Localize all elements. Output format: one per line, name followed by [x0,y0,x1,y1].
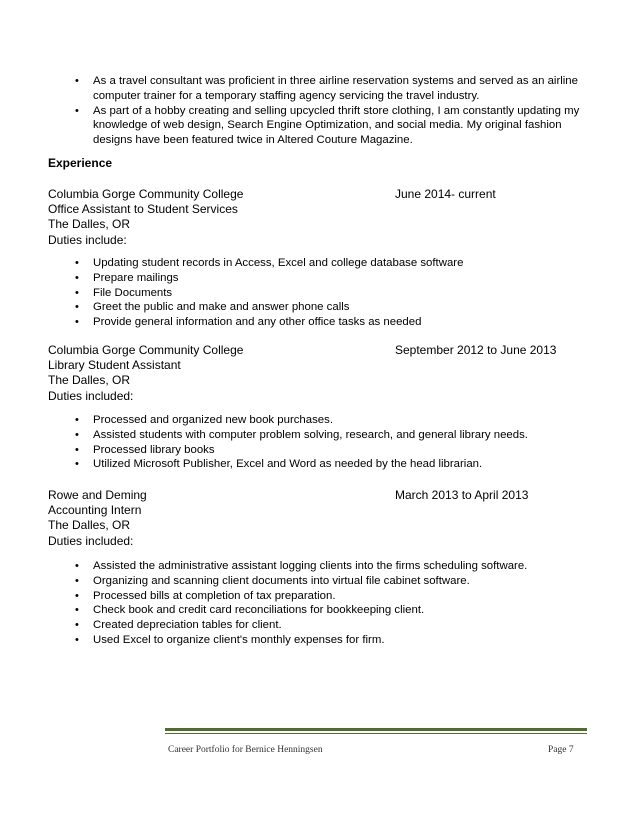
bullet-icon: • [75,443,79,456]
job-location: The Dalles, OR [48,373,131,388]
job-entry [48,488,608,549]
bullet-icon: • [75,633,79,646]
job-location: The Dalles, OR [48,518,131,533]
bullet-icon: • [75,604,79,617]
bullet-icon: • [75,589,79,602]
duty-text: Processed and organized new book purchases. [93,414,333,426]
duty-text: Assisted students with computer problem solving, research, and general library needs. [93,428,528,441]
job-entry [48,187,608,248]
bullet-icon: • [75,257,79,269]
bullet-icon: • [75,574,79,587]
duty-text: Provide general information and any other office tasks as needed [93,316,422,329]
duties-list [75,559,595,648]
duties-list [75,256,595,330]
duty-text: Assisted the administrative assistant logging clients into the firms scheduling software. [93,560,528,572]
job-entry [48,343,608,404]
list-item [75,559,595,574]
bullet-icon: • [75,428,79,441]
bullet-icon: • [75,271,79,284]
list-item [75,633,595,648]
duty-text: Check book and credit card reconciliations for bookkeeping client. [93,604,425,617]
bullet-icon: • [75,560,79,572]
list-item [75,271,595,286]
list-item [75,618,595,633]
employer-name: Columbia Gorge Community College [48,187,244,201]
job-title: Office Assistant to Student Services [48,202,238,217]
footer-rule-thin [165,733,587,734]
bullet-icon: • [75,286,79,299]
bullet-text: As a travel consultant was proficient in three airline reservation systems and served as an airline computer trainer for a temporary staffing agency servicing the travel industry. [93,75,578,102]
duty-text: Processed bills at completion of tax preparation. [93,589,336,602]
list-item [75,300,595,315]
duties-list [75,413,595,472]
job-dates: June 2014- current [395,187,496,201]
duty-text: Used Excel to organize client's monthly expenses for firm. [93,633,385,646]
list-item [75,603,595,618]
list-item [75,286,595,301]
bullet-icon: • [75,619,79,632]
bullet-icon: • [75,75,79,87]
bullet-icon: • [75,316,79,329]
list-item [75,256,595,271]
duty-text: Prepare mailings [93,271,179,284]
bullet-text: As part of a hobby creating and selling upcycled thrift store clothing, I am constantly updating my knowledge of web design, Search Engine Optimization, and social media. My original fashion designs have been featured twice in Altered Couture Magazine. [93,104,580,147]
job-dates: March 2013 to April 2013 [395,488,529,502]
bullet-icon: • [75,104,79,117]
duty-text: Updating student records in Access, Excel and college database software [93,257,464,269]
page-number: Page 7 [548,745,574,755]
list-item [75,413,595,428]
intro-bullet-list [75,74,595,148]
duty-text: Utilized Microsoft Publisher, Excel and Word as needed by the head librarian. [93,458,483,471]
section-heading: Experience [48,156,113,170]
duty-text: File Documents [93,286,173,299]
list-item [75,574,595,589]
footer-rule-thick [165,728,587,731]
list-item [75,457,595,472]
footer-title: Career Portfolio for Bernice Henningsen [168,745,323,755]
employer-name: Rowe and Deming [48,488,147,502]
duty-text: Greet the public and make and answer phone calls [93,301,350,314]
bullet-icon: • [75,458,79,471]
duty-text: Organizing and scanning client documents into virtual file cabinet software. [93,574,470,587]
list-item [75,74,595,104]
job-dates: September 2012 to June 2013 [395,343,557,357]
job-location: The Dalles, OR [48,217,131,232]
list-item [75,589,595,604]
list-item [75,428,595,443]
job-title: Library Student Assistant [48,358,181,373]
duties-label: Duties include: [48,232,127,247]
job-title: Accounting Intern [48,503,142,518]
duty-text: Processed library books [93,443,215,456]
duties-label: Duties included: [48,388,134,403]
employer-name: Columbia Gorge Community College [48,343,244,357]
duties-label: Duties included: [48,533,134,548]
bullet-icon: • [75,301,79,314]
duty-text: Created depreciation tables for client. [93,619,282,632]
list-item [75,443,595,458]
list-item [75,315,595,330]
bullet-icon: • [75,414,79,426]
list-item [75,104,595,148]
